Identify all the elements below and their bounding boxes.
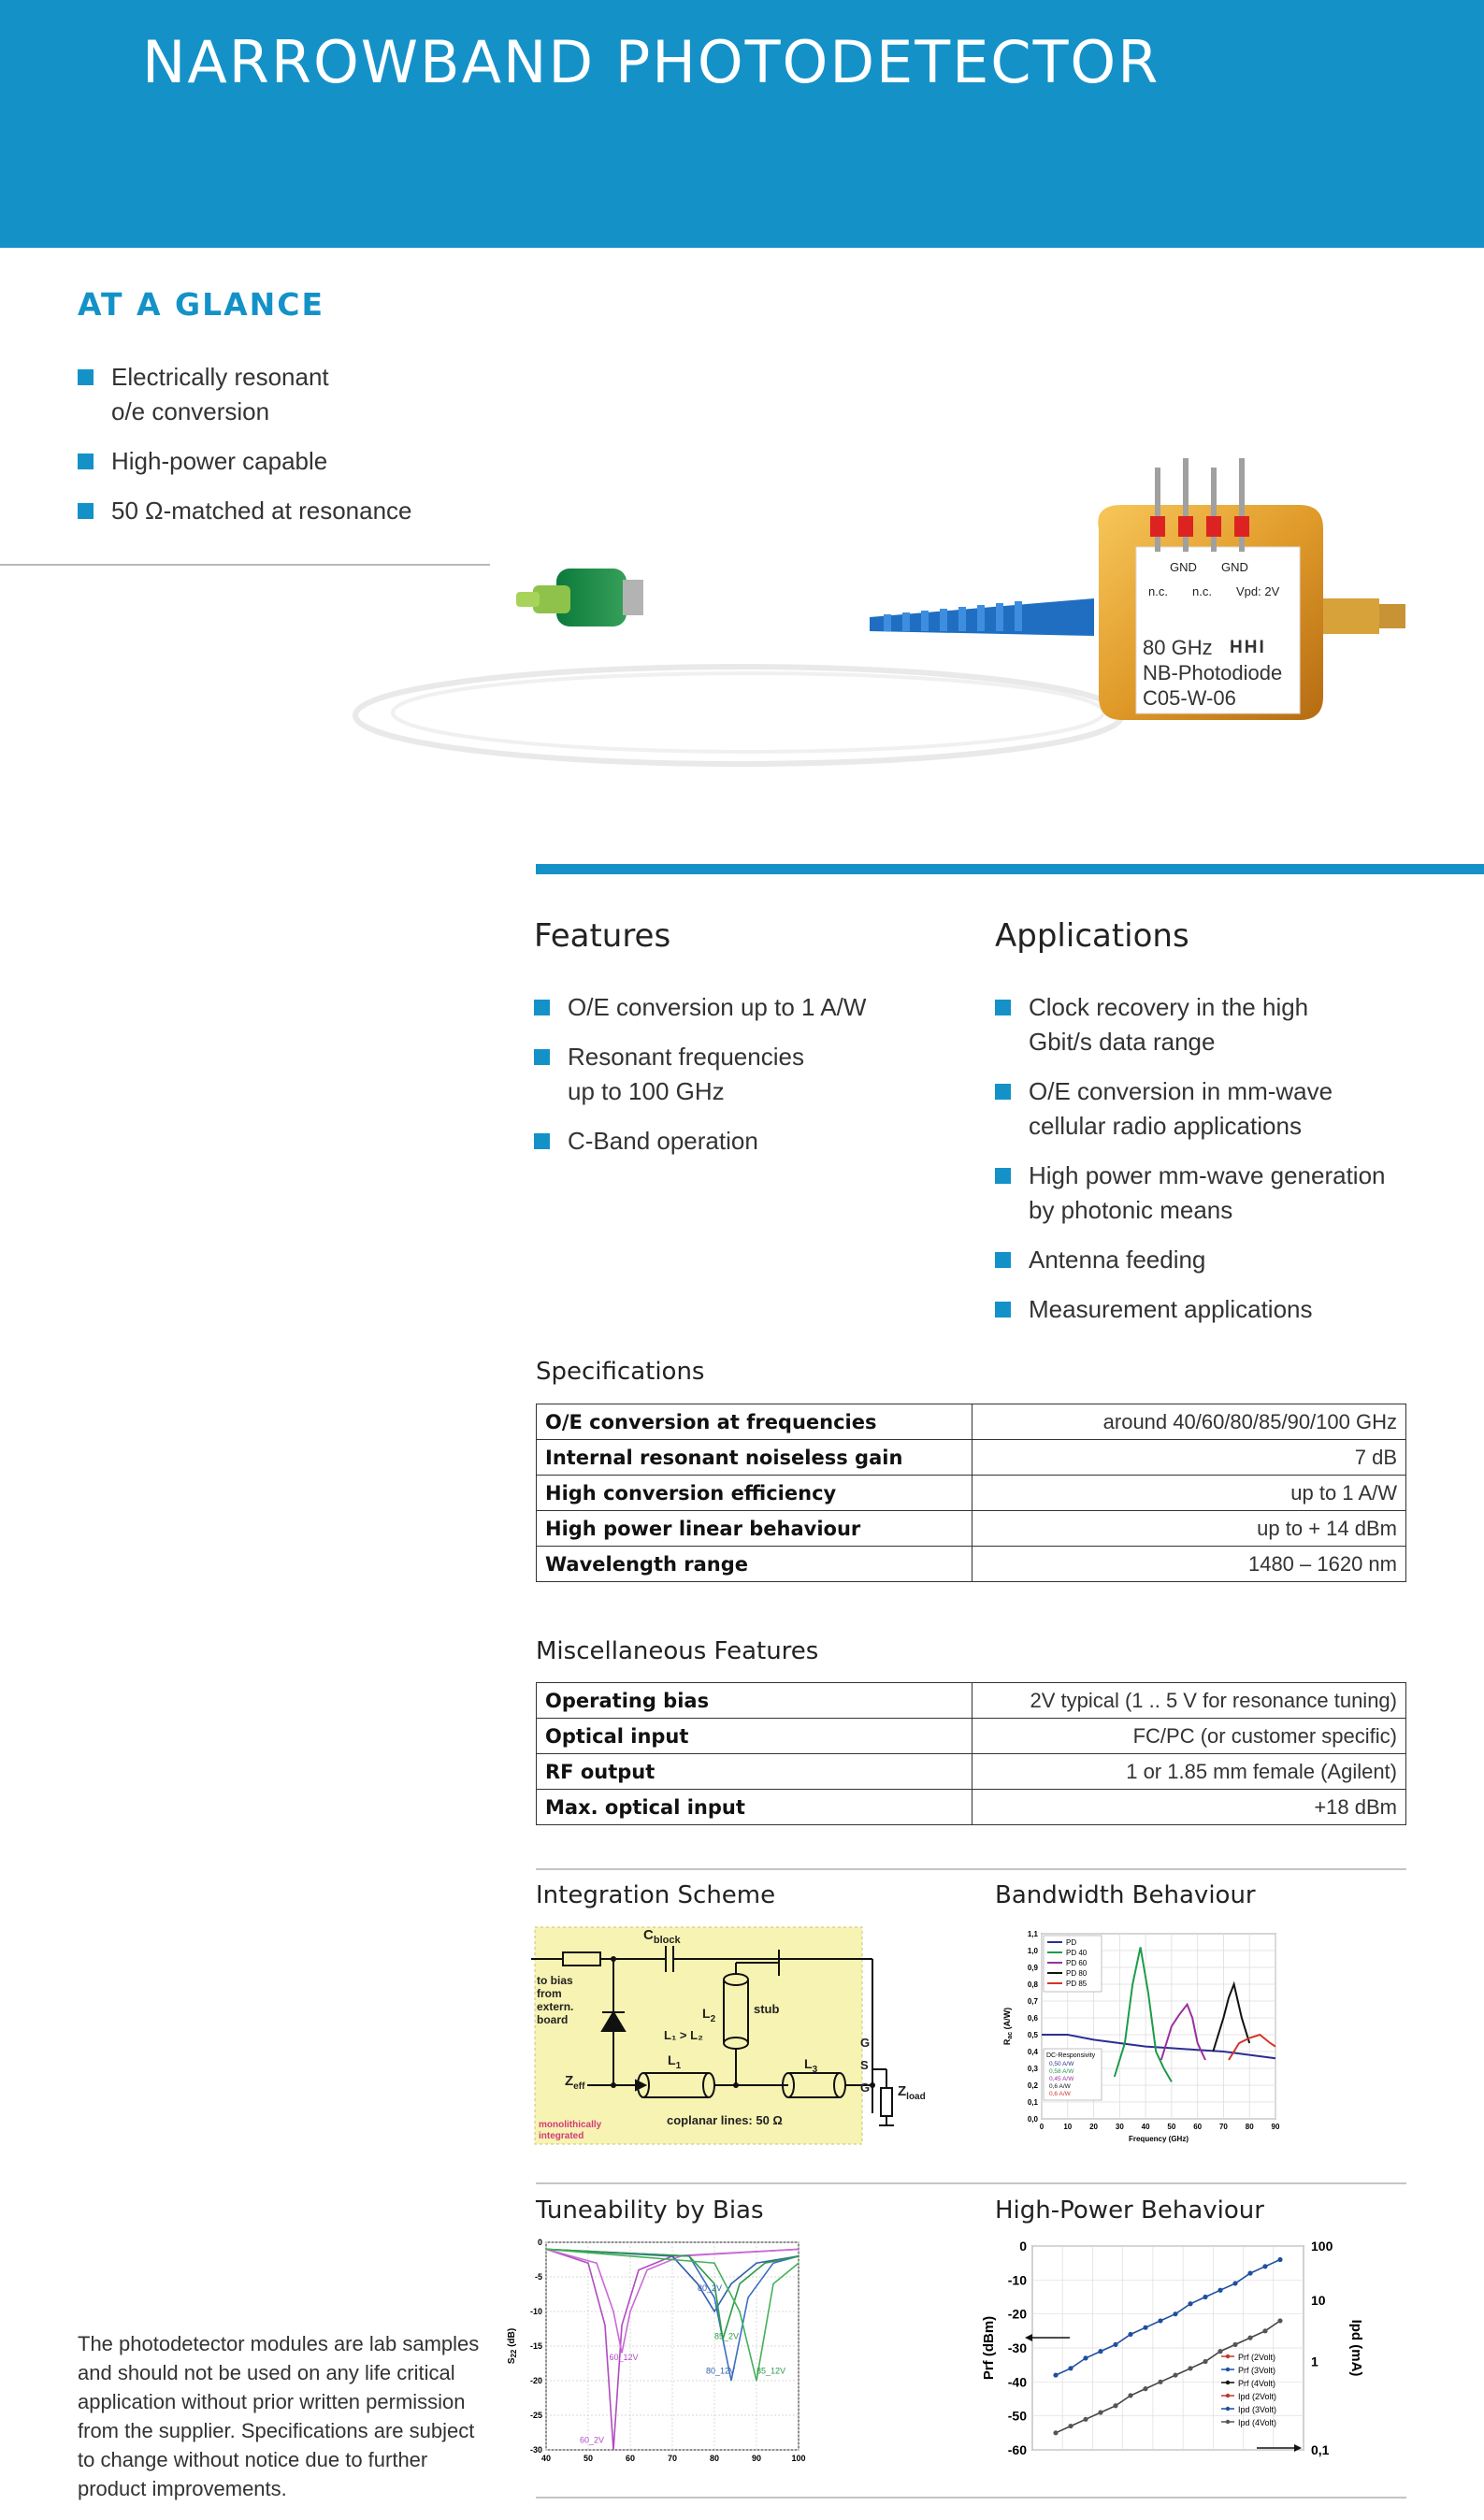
bullet-square-icon xyxy=(78,454,94,469)
spec-value: around 40/60/80/85/90/100 GHz xyxy=(973,1404,1406,1440)
annotation-label: 80_2V xyxy=(698,2282,723,2293)
y-tick-label: -50 xyxy=(1007,2408,1027,2424)
y-right-tick-label: 100 xyxy=(1311,2239,1333,2254)
spec-value: 2V typical (1 .. 5 V for resonance tuning) xyxy=(973,1683,1406,1719)
bullet-text-line: High-power capable xyxy=(111,447,328,475)
tuneability-heading: Tuneability by Bias xyxy=(536,2196,764,2225)
spec-key: Internal resonant noiseless gain xyxy=(537,1440,973,1476)
x-tick-label: 50 xyxy=(1167,2123,1176,2131)
x-tick-label: 70 xyxy=(667,2454,678,2463)
bullet-text-line: C-Band operation xyxy=(568,1127,758,1155)
y-right-tick-label: 1 xyxy=(1311,2354,1318,2369)
y-axis-label-left: Prf (dBm) xyxy=(981,2315,997,2381)
annotation-label: 85_2V xyxy=(714,2331,740,2341)
data-point xyxy=(1217,2349,1222,2354)
legend-marker xyxy=(1226,2407,1230,2411)
data-point xyxy=(1232,2342,1237,2347)
y-tick-label: -15 xyxy=(529,2341,542,2351)
y-tick-label: -10 xyxy=(529,2307,542,2316)
feature-item xyxy=(534,990,936,1025)
legend-marker xyxy=(1226,2354,1230,2358)
bullet-text-line: Measurement applications xyxy=(1029,1295,1313,1323)
data-point xyxy=(1277,2257,1282,2262)
data-point xyxy=(1083,2417,1088,2422)
data-point xyxy=(1068,2366,1073,2370)
y-tick-label: 0,2 xyxy=(1027,2081,1038,2090)
y-tick-label: 0,5 xyxy=(1027,2031,1038,2039)
legend-label: Ipd (2Volt) xyxy=(1238,2392,1277,2401)
glance-item xyxy=(78,360,470,429)
y-tick-label: -25 xyxy=(529,2411,542,2420)
y-tick-label: 0,9 xyxy=(1027,1964,1038,1972)
legend-marker xyxy=(1226,2420,1230,2424)
bullet-square-icon xyxy=(78,369,94,385)
highpower-chart xyxy=(976,2235,1388,2478)
bullet-square-icon xyxy=(78,503,94,519)
bullet-text-line: o/e conversion xyxy=(111,397,270,425)
data-point xyxy=(1128,2332,1132,2337)
application-item xyxy=(995,1074,1462,1144)
data-point xyxy=(1262,2264,1267,2268)
bullet-square-icon xyxy=(995,1084,1011,1100)
bullet-square-icon xyxy=(995,1302,1011,1318)
bullet-text-line: up to 100 GHz xyxy=(568,1077,725,1105)
data-point xyxy=(1113,2342,1117,2347)
monolithic-label: monolithically integrated xyxy=(539,2120,602,2141)
y-tick-label: -30 xyxy=(529,2445,542,2455)
table-row xyxy=(537,1754,1406,1790)
x-tick-label: 60 xyxy=(1193,2123,1203,2131)
highpower-heading: High-Power Behaviour xyxy=(995,2196,1264,2225)
zeff-label: $Z_{eff}$ xyxy=(565,2073,585,2092)
legend-label: PD 60 xyxy=(1066,1959,1088,1967)
annotation-label: 60_12V xyxy=(609,2352,639,2362)
y-tick-label: 0,0 xyxy=(1027,2115,1038,2124)
bullet-text-line: Resonant frequencies xyxy=(568,1043,804,1071)
legend-label: Prf (4Volt) xyxy=(1238,2379,1276,2388)
x-tick-label: 50 xyxy=(583,2454,594,2463)
data-point xyxy=(1158,2380,1162,2384)
data-point xyxy=(1217,2288,1222,2293)
spec-value: up to 1 A/W xyxy=(973,1476,1406,1511)
housing-label-line-3: C05-W-06 xyxy=(1143,686,1236,710)
y-axis-label: $R_{ac}$ (A/W) xyxy=(1002,2007,1014,2046)
y-tick-label: -10 xyxy=(1007,2272,1027,2288)
disclaimer-text: The photodetector modules are lab samples and should not be used on any life critical application without prior written permission from the supplier. Specifications are subject to change without notice due to further product improvements. xyxy=(78,2332,480,2500)
bullet-text-line: O/E conversion up to 1 A/W xyxy=(568,993,867,1021)
y-tick-label: -20 xyxy=(529,2376,542,2385)
legend-label: Ipd (4Volt) xyxy=(1238,2418,1277,2427)
y-tick-label: 1,1 xyxy=(1027,1930,1038,1938)
data-point xyxy=(1053,2430,1058,2435)
x-tick-label: 80 xyxy=(1245,2123,1254,2131)
data-point xyxy=(1098,2410,1102,2414)
integration-scheme-figure xyxy=(531,1922,926,2151)
annotation-label: 60_2V xyxy=(580,2435,605,2445)
spec-key: Wavelength range xyxy=(537,1547,973,1582)
data-point xyxy=(1173,2311,1177,2316)
bullet-text-line: High power mm-wave generation xyxy=(1029,1161,1386,1189)
y-axis-label-right: Ipd (mA) xyxy=(1348,2319,1364,2377)
bullet-text-line: 50 Ω-matched at resonance xyxy=(111,497,412,525)
y-tick-label: 0,8 xyxy=(1027,1980,1038,1989)
g-label-2: G xyxy=(860,2081,871,2095)
bullet-text-line: cellular radio applications xyxy=(1029,1112,1302,1140)
legend-marker xyxy=(1226,2381,1230,2384)
annotation-label: 80_12V xyxy=(706,2366,736,2376)
bandwidth-chart xyxy=(995,1922,1304,2161)
stub-label: stub xyxy=(754,2002,780,2016)
bullet-square-icon xyxy=(534,1133,550,1149)
features-list xyxy=(534,990,936,1174)
y-tick-label: -30 xyxy=(1007,2340,1027,2355)
pin-label-nc-1: n.c. xyxy=(1148,584,1168,598)
bandwidth-heading: Bandwidth Behaviour xyxy=(995,1881,1256,1909)
data-point xyxy=(1113,2403,1117,2408)
bullet-square-icon xyxy=(995,1000,1011,1015)
fiber-loop xyxy=(355,667,1122,764)
table-row xyxy=(537,1547,1406,1582)
bullet-square-icon xyxy=(534,1049,550,1065)
zload-label: $Z_{load}$ xyxy=(898,2083,926,2102)
applications-list xyxy=(995,990,1462,1342)
spec-key: High conversion efficiency xyxy=(537,1476,973,1511)
data-point xyxy=(1188,2366,1192,2370)
spec-value: 7 dB xyxy=(973,1440,1406,1476)
x-tick-label: 10 xyxy=(1063,2123,1073,2131)
bullet-text-line: Clock recovery in the high xyxy=(1029,993,1309,1021)
spec-value: up to + 14 dBm xyxy=(973,1511,1406,1547)
applications-heading: Applications xyxy=(995,917,1189,955)
data-point xyxy=(1203,2359,1207,2364)
spec-key: RF output xyxy=(537,1754,973,1790)
figures-divider-middle xyxy=(536,2182,1406,2184)
cblock-label: $C_{block}$ xyxy=(643,1927,681,1946)
x-tick-label: 0 xyxy=(1039,2123,1045,2131)
data-point xyxy=(1143,2386,1147,2391)
y-tick-label: 0,3 xyxy=(1027,2065,1038,2073)
table-row xyxy=(537,1790,1406,1825)
y-right-tick-label: 10 xyxy=(1311,2293,1326,2309)
table-row xyxy=(537,1511,1406,1547)
inset-item: 0,45 A/W xyxy=(1049,2076,1074,2082)
data-point xyxy=(1188,2301,1192,2306)
x-axis-label: Frequency (GHz) xyxy=(1128,2135,1189,2143)
x-tick-label: 20 xyxy=(1089,2123,1099,2131)
legend-marker xyxy=(1226,2394,1230,2398)
inset-item: 0,6 A/W xyxy=(1049,2091,1071,2097)
legend-label: PD 40 xyxy=(1066,1949,1088,1957)
x-tick-label: 80 xyxy=(709,2454,720,2463)
spec-value: 1 or 1.85 mm female (Agilent) xyxy=(973,1754,1406,1790)
application-item xyxy=(995,1243,1462,1277)
data-point xyxy=(1247,2270,1252,2275)
data-point xyxy=(1173,2372,1177,2377)
x-tick-label: 40 xyxy=(540,2454,552,2463)
y-tick-label: -5 xyxy=(534,2272,542,2282)
data-point xyxy=(1247,2336,1252,2340)
y-tick-label: 0,6 xyxy=(1027,2014,1038,2023)
legend-label: Ipd (3Volt) xyxy=(1238,2405,1277,2414)
table-row xyxy=(537,1719,1406,1754)
section-blue-rule xyxy=(536,864,1484,874)
table-row xyxy=(537,1440,1406,1476)
legend-label: Prf (3Volt) xyxy=(1238,2366,1276,2375)
specifications-table xyxy=(536,1404,1406,1582)
product-photo xyxy=(346,439,1449,851)
table-row xyxy=(537,1476,1406,1511)
g-label-1: G xyxy=(860,2036,871,2050)
bullet-text-line: Electrically resonant xyxy=(111,363,329,391)
bullet-square-icon xyxy=(995,1252,1011,1268)
application-item xyxy=(995,1159,1462,1228)
s-label: S xyxy=(860,2058,869,2072)
x-tick-label: 100 xyxy=(791,2454,806,2463)
spec-key: Operating bias xyxy=(537,1683,973,1719)
specifications-heading: Specifications xyxy=(536,1358,705,1386)
pin-label-gnd-2: GND xyxy=(1221,560,1248,574)
table-row xyxy=(537,1683,1406,1719)
pin-label-nc-2: n.c. xyxy=(1192,584,1212,598)
data-point xyxy=(1068,2424,1073,2428)
feature-item xyxy=(534,1124,936,1159)
inset-item: 0,58 A/W xyxy=(1049,2068,1074,2075)
spec-value: 1480 – 1620 nm xyxy=(973,1547,1406,1582)
y-tick-label: 0,7 xyxy=(1027,1997,1038,2006)
table-row xyxy=(537,1404,1406,1440)
figures-divider-top xyxy=(536,1868,1406,1870)
misc-features-table xyxy=(536,1682,1406,1825)
y-tick-label: 1,0 xyxy=(1027,1947,1038,1955)
x-tick-label: 70 xyxy=(1218,2123,1228,2131)
page-title: NARROWBAND PHOTODETECTOR xyxy=(142,28,1160,96)
pin-label-gnd-1: GND xyxy=(1170,560,1197,574)
spec-key: Optical input xyxy=(537,1719,973,1754)
data-point xyxy=(1277,2318,1282,2323)
y-right-tick-label: 0,1 xyxy=(1311,2442,1330,2457)
data-point xyxy=(1083,2355,1088,2360)
annotation-label: 85_12V xyxy=(756,2366,786,2376)
inset-item: 0,50 A/W xyxy=(1049,2061,1074,2067)
integration-heading: Integration Scheme xyxy=(536,1881,776,1909)
legend-label: PD xyxy=(1066,1938,1077,1947)
data-point xyxy=(1158,2318,1162,2323)
legend-label: PD 80 xyxy=(1066,1969,1088,1978)
bullet-text-line: Antenna feeding xyxy=(1029,1246,1206,1274)
legend-label: PD 85 xyxy=(1066,1980,1088,1988)
inset-item: 0,6 A/W xyxy=(1049,2083,1071,2090)
housing-label-line-2: NB-Photodiode xyxy=(1143,661,1283,684)
legend-label: Prf (2Volt) xyxy=(1238,2353,1276,2362)
application-item xyxy=(995,1292,1462,1327)
bullet-text-line: by photonic means xyxy=(1029,1196,1233,1224)
y-tick-label: -20 xyxy=(1007,2306,1027,2322)
y-tick-label: 0,4 xyxy=(1027,2048,1038,2056)
l1-gt-l2-label: L₁ > L₂ xyxy=(664,2028,703,2042)
page-header xyxy=(0,0,1484,248)
spec-key: Max. optical input xyxy=(537,1790,973,1825)
y-tick-label: -40 xyxy=(1007,2374,1027,2390)
coplanar-label: coplanar lines: 50 Ω xyxy=(667,2113,783,2127)
spec-value: FC/PC (or customer specific) xyxy=(973,1719,1406,1754)
to-bias-label: to bias from extern. board xyxy=(537,1974,574,2026)
fiber-boot xyxy=(870,598,1094,636)
bullet-text-line: O/E conversion in mm-wave xyxy=(1029,1077,1333,1105)
y-tick-label: 0,1 xyxy=(1027,2098,1038,2107)
data-point xyxy=(1203,2295,1207,2299)
l1-label: $L_1$ xyxy=(668,2052,682,2071)
spec-key: High power linear behaviour xyxy=(537,1511,973,1547)
data-point xyxy=(1232,2281,1237,2285)
data-point xyxy=(1262,2328,1267,2333)
y-tick-label: 0 xyxy=(1019,2239,1027,2254)
features-heading: Features xyxy=(534,917,671,955)
pin-label-vpd: Vpd: 2V xyxy=(1236,584,1280,598)
l2-label: $L_2$ xyxy=(702,2006,716,2024)
housing-logo: HHI xyxy=(1230,638,1266,657)
at-a-glance-heading: AT A GLANCE xyxy=(78,286,325,323)
bullet-square-icon xyxy=(995,1168,1011,1184)
data-point xyxy=(1053,2372,1058,2377)
x-tick-label: 30 xyxy=(1115,2123,1124,2131)
inset-title: DC-Responsivity xyxy=(1046,2052,1096,2059)
application-item xyxy=(995,990,1462,1059)
data-point xyxy=(1143,2326,1147,2330)
bullet-square-icon xyxy=(534,1000,550,1015)
fc-connector xyxy=(516,569,643,626)
x-tick-label: 90 xyxy=(751,2454,762,2463)
misc-heading: Miscellaneous Features xyxy=(536,1637,819,1665)
x-tick-label: 40 xyxy=(1141,2123,1150,2131)
data-point xyxy=(1098,2349,1102,2354)
bullet-text-line: Gbit/s data range xyxy=(1029,1028,1216,1056)
l3-label: $L_3$ xyxy=(804,2056,818,2075)
feature-item xyxy=(534,1040,936,1109)
x-tick-label: 60 xyxy=(625,2454,636,2463)
y-tick-label: 0 xyxy=(537,2238,542,2247)
x-tick-label: 90 xyxy=(1271,2123,1280,2131)
y-axis-label: $S_{22}$ (dB) xyxy=(507,2327,518,2365)
spec-key: O/E conversion at frequencies xyxy=(537,1404,973,1440)
y-tick-label: -60 xyxy=(1007,2442,1027,2457)
data-point xyxy=(1128,2393,1132,2398)
figures-divider-bottom xyxy=(536,2497,1406,2498)
spec-value: +18 dBm xyxy=(973,1790,1406,1825)
tuneability-chart xyxy=(499,2235,817,2478)
housing-label-line-1: 80 GHz xyxy=(1143,636,1213,659)
legend-marker xyxy=(1226,2368,1230,2371)
